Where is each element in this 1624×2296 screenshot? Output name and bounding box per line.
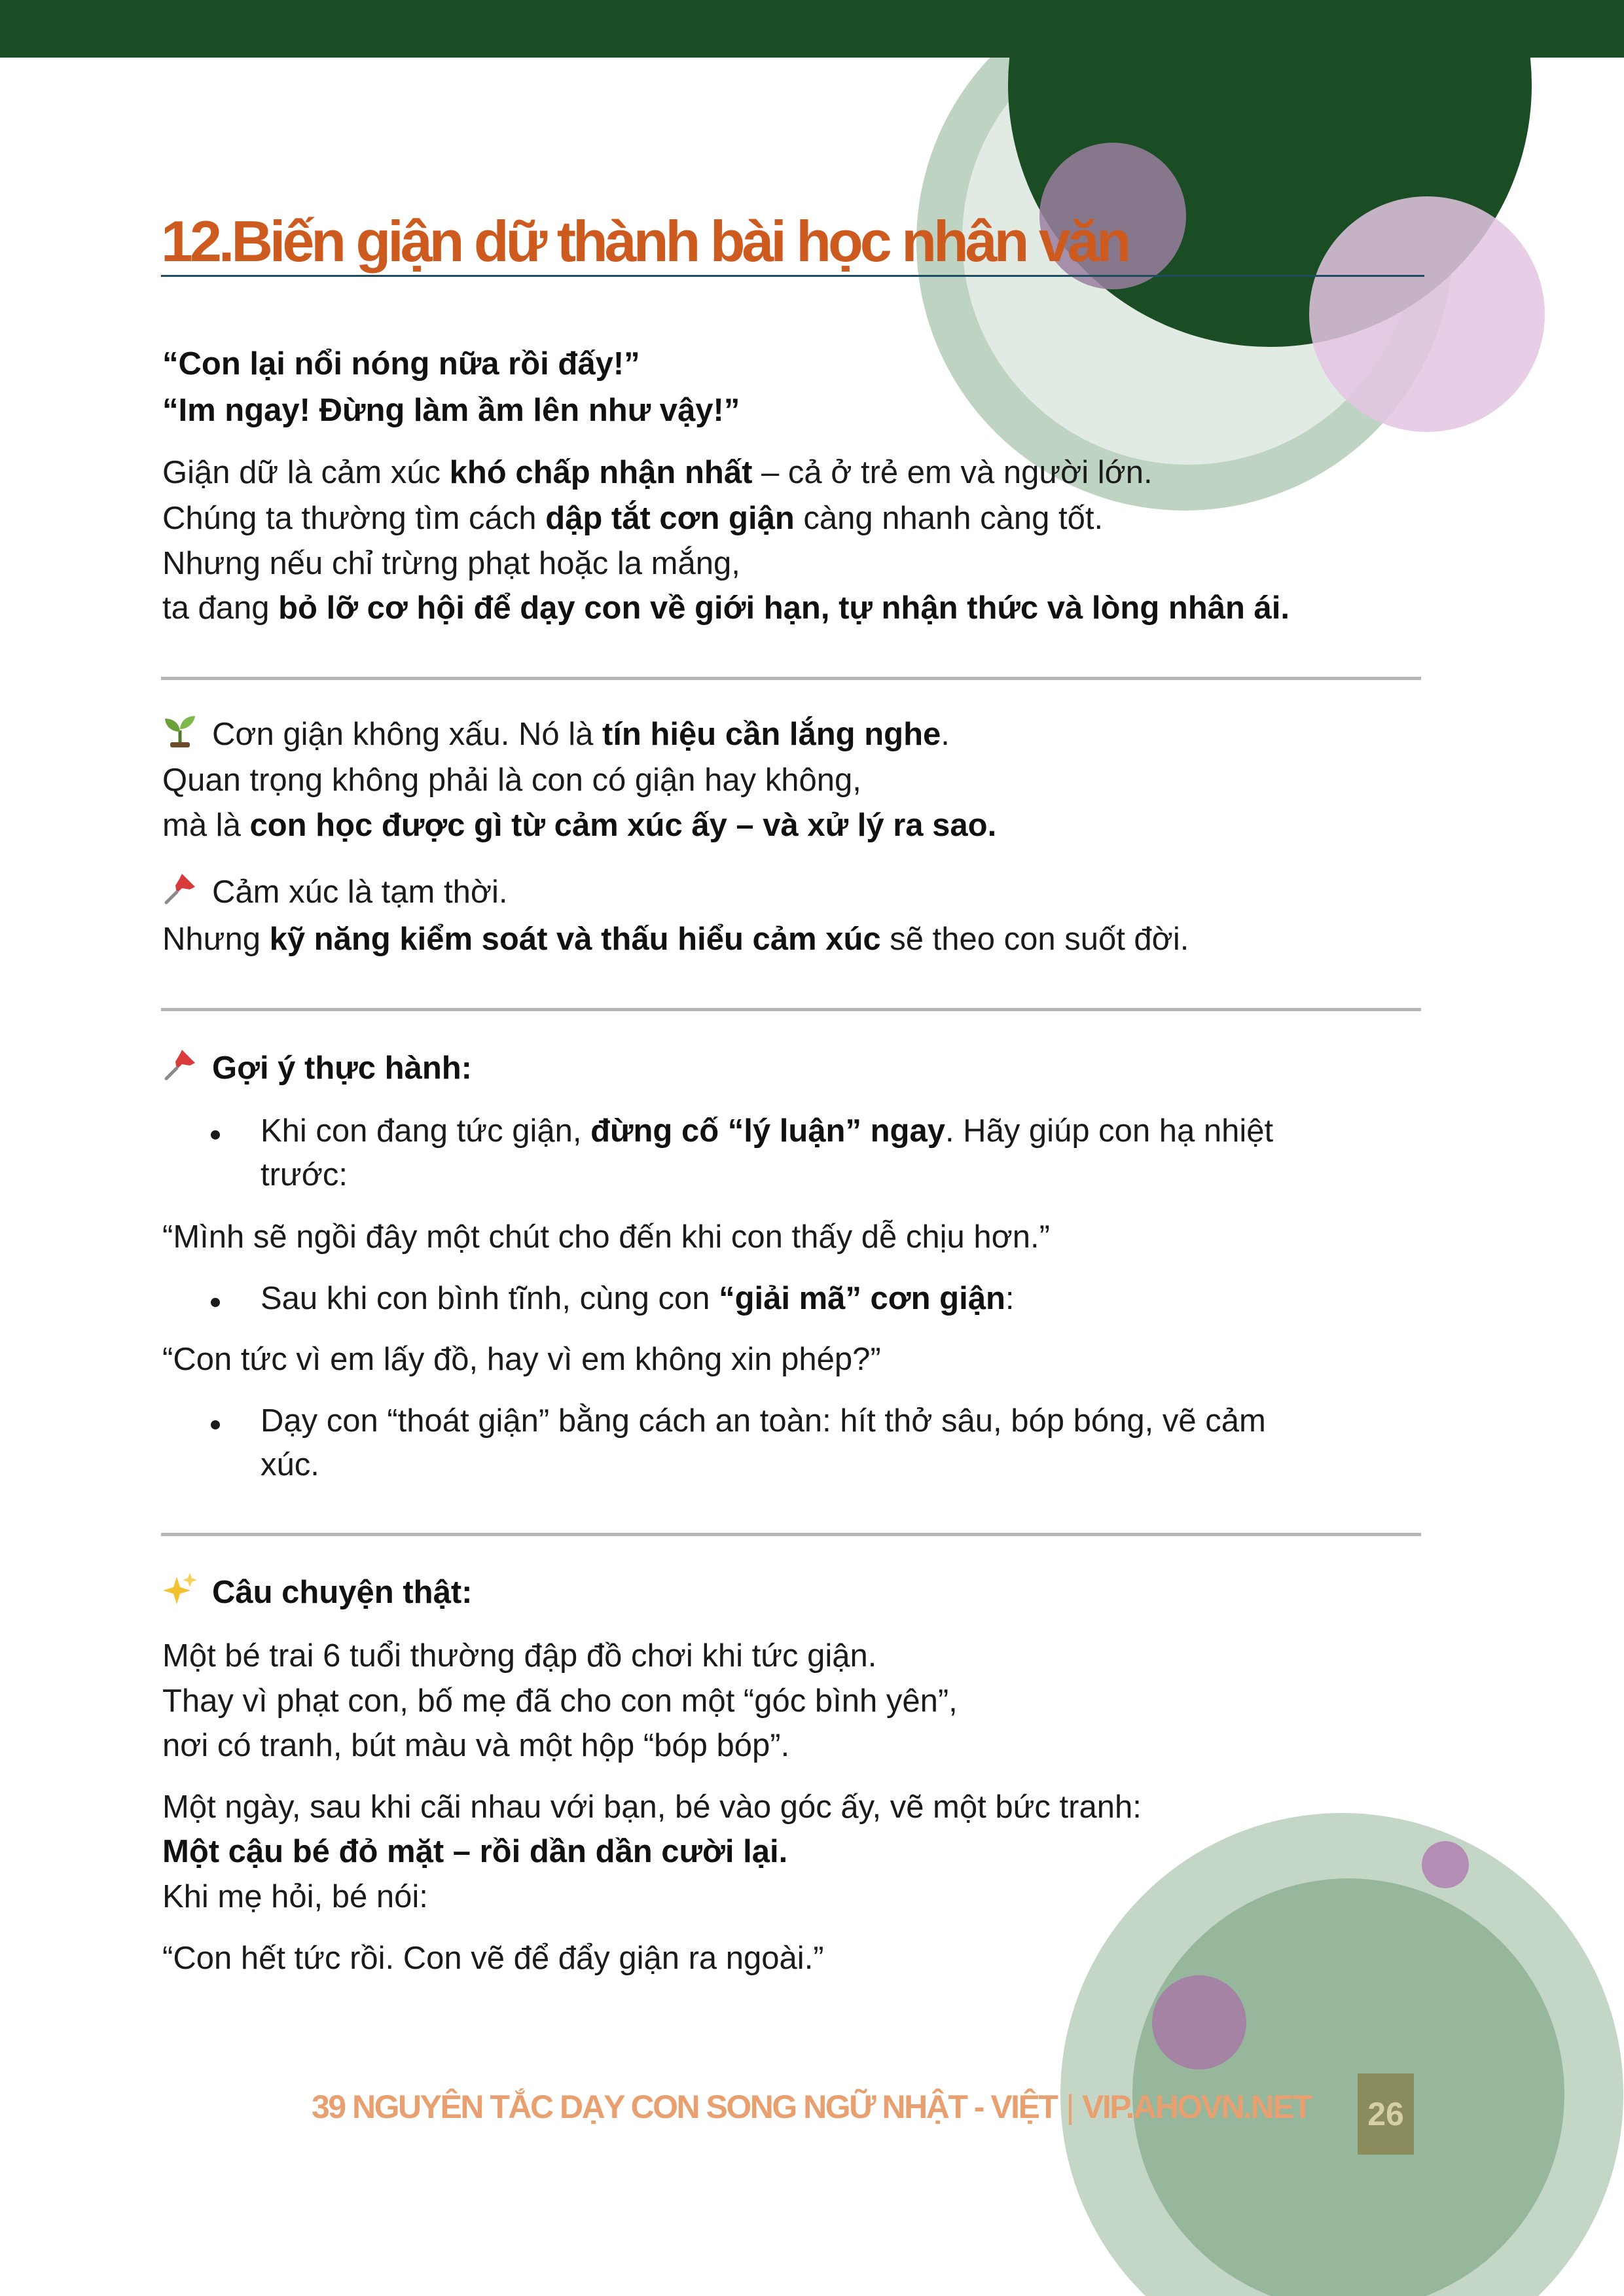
quote-line: “Con hết tức rồi. Con vẽ để đẩy giận ra ngoài.”	[162, 1941, 824, 1976]
site-link[interactable]: VIP.AHOVN.NET	[1081, 2089, 1311, 2125]
list-item: Sau khi con bình tĩnh, cùng con “giải mã” cơn giận:	[261, 1281, 1015, 1316]
paragraph-line: Một bé trai 6 tuổi thường đập đồ chơi khi tức giận.	[162, 1638, 877, 1674]
paragraph-line: Khi mẹ hỏi, bé nói:	[162, 1879, 428, 1914]
pushpin-icon	[162, 1047, 198, 1093]
quote-line: “Im ngay! Đừng làm ầm lên như vậy!”	[162, 393, 740, 428]
quote-line: “Con lại nổi nóng nữa rồi đấy!”	[162, 346, 640, 382]
paragraph-line: Nhưng nếu chỉ trừng phạt hoặc la mắng,	[162, 546, 740, 581]
bullet-dot	[211, 1298, 220, 1307]
list-item-continuation: xúc.	[261, 1447, 319, 1482]
sparkles-icon	[162, 1571, 198, 1617]
page-title: 12.Biến giận dữ thành bài học nhân văn	[161, 209, 1128, 274]
footer-text	[312, 2088, 1311, 2126]
title-underline	[161, 275, 1424, 277]
paragraph-line: Thay vì phạt con, bố mẹ đã cho con một “góc bình yên”,	[162, 1683, 958, 1719]
seedling-icon	[162, 713, 198, 759]
book-title: 39 NGUYÊN TẮC DẠY CON SONG NGỮ NHẬT - VIỆT	[312, 2089, 1057, 2125]
list-item: Khi con đang tức giận, đừng cố “lý luận” ngay. Hãy giúp con hạ nhiệt	[261, 1113, 1274, 1149]
footer-separator: |	[1066, 2089, 1073, 2125]
paragraph-line: mà là con học được gì từ cảm xúc ấy – và xử lý ra sao.	[162, 808, 997, 843]
section-heading: Gợi ý thực hành:	[162, 1047, 472, 1093]
list-item: Dạy con “thoát giận” bằng cách an toàn: hít thở sâu, bóp bóng, vẽ cảm	[261, 1403, 1266, 1439]
paragraph-line: Một ngày, sau khi cãi nhau với bạn, bé vào góc ấy, vẽ một bức tranh:	[162, 1789, 1142, 1825]
paragraph-line: Giận dữ là cảm xúc khó chấp nhận nhất – cả ở trẻ em và người lớn.	[162, 455, 1153, 490]
paragraph-line: Một cậu bé đỏ mặt – rồi dần dần cười lại.	[162, 1834, 788, 1869]
bullet-dot	[211, 1420, 220, 1429]
bullet-dot	[211, 1130, 220, 1139]
list-item-continuation: trước:	[261, 1157, 348, 1193]
paragraph-line: Chúng ta thường tìm cách dập tắt cơn giận càng nhanh càng tốt.	[162, 501, 1104, 536]
paragraph-line: ta đang bỏ lỡ cơ hội để dạy con về giới hạn, tự nhận thức và lòng nhân ái.	[162, 590, 1290, 626]
page-number: 26	[1358, 2073, 1414, 2155]
quote-line: “Con tức vì em lấy đồ, hay vì em không xin phép?”	[162, 1342, 881, 1377]
paragraph-line: Quan trọng không phải là con có giận hay không,	[162, 762, 861, 798]
section-divider	[161, 1533, 1421, 1536]
paragraph-line: Cảm xúc là tạm thời.	[162, 871, 507, 917]
paragraph-line: nơi có tranh, bút màu và một hộp “bóp bóp”.	[162, 1728, 790, 1763]
section-divider	[161, 1008, 1421, 1011]
section-divider	[161, 677, 1421, 680]
section-heading: Câu chuyện thật:	[162, 1571, 472, 1617]
pushpin-icon	[162, 871, 198, 917]
quote-line: “Mình sẽ ngồi đây một chút cho đến khi con thấy dễ chịu hơn.”	[162, 1219, 1050, 1255]
paragraph-line: Nhưng kỹ năng kiểm soát và thấu hiểu cảm xúc sẽ theo con suốt đời.	[162, 922, 1189, 957]
paragraph-line: Cơn giận không xấu. Nó là tín hiệu cần lắng nghe.	[162, 713, 950, 759]
